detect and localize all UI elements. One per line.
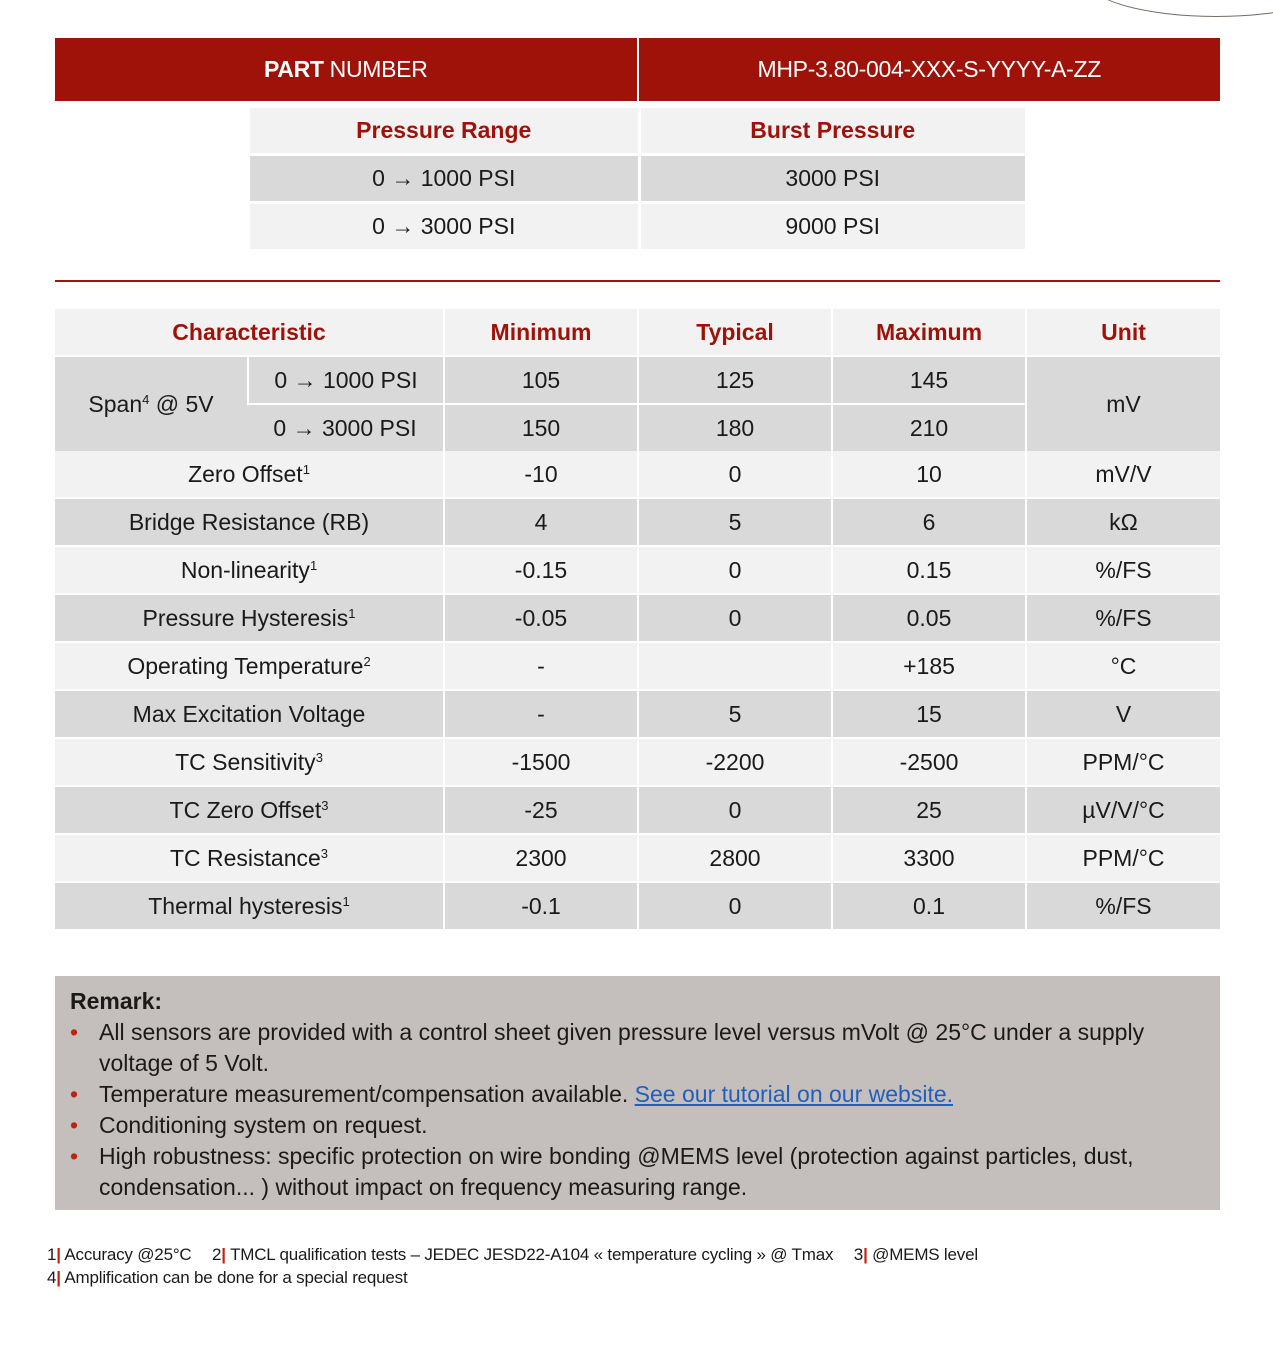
bullet-icon: •	[70, 1019, 79, 1045]
part-number-label	[55, 38, 637, 101]
footnote-separator: |	[863, 1245, 868, 1264]
min-value: -25	[443, 785, 637, 833]
typ-value: 0	[637, 881, 831, 929]
table-row	[55, 785, 1220, 833]
footnote-ref: 1	[302, 461, 310, 477]
max-value: 210	[831, 403, 1025, 451]
unit-value: PPM/°C	[1025, 833, 1220, 881]
table-row	[55, 833, 1220, 881]
pressure-range-cell: 0 → 3000 PSI	[250, 201, 638, 249]
tutorial-link[interactable]: See our tutorial on our website.	[634, 1081, 954, 1107]
decorative-arc	[1085, 0, 1273, 17]
span-name: Span	[88, 390, 143, 417]
footnote-text: @MEMS level	[872, 1245, 978, 1264]
characteristic-label: TC Zero Offset	[169, 796, 322, 823]
footnote-number: 1	[47, 1245, 57, 1264]
characteristic-name	[55, 497, 443, 545]
max-value: 25	[831, 785, 1025, 833]
min-value: -	[443, 689, 637, 737]
typical-header: Typical	[637, 309, 831, 355]
characteristic-label: TC Sensitivity	[175, 748, 316, 775]
pressure-range-cell: 0 → 1000 PSI	[250, 153, 638, 201]
list-item	[70, 1110, 1205, 1141]
max-value: 0.15	[831, 545, 1025, 593]
typ-value: 0	[637, 785, 831, 833]
table-row	[250, 201, 1025, 249]
min-value: -1500	[443, 737, 637, 785]
span-range: 0 → 1000 PSI	[247, 355, 443, 403]
part-number-value: MHP-3.80-004-XXX-S-YYYY-A-ZZ	[637, 38, 1221, 101]
maximum-header: Maximum	[831, 309, 1025, 355]
table-row	[55, 641, 1220, 689]
min-value: -0.05	[443, 593, 637, 641]
footnote-ref: 1	[342, 893, 350, 909]
list-item	[70, 1017, 1205, 1079]
characteristic-label: Max Excitation Voltage	[132, 700, 366, 727]
characteristic-name	[55, 451, 443, 497]
characteristic-label: Zero Offset	[188, 460, 303, 487]
span-suffix: @ 5V	[149, 390, 214, 417]
remark-title: Remark:	[70, 988, 163, 1014]
remark-text: All sensors are provided with a control sheet given pressure level versus mVolt @ 25°C under a supply voltage of 5 Volt.	[99, 1019, 1145, 1076]
min-value: -10	[443, 451, 637, 497]
footnote-4	[47, 1268, 408, 1287]
characteristic-name	[55, 785, 443, 833]
list-item	[70, 1079, 1205, 1110]
footnote-ref: 3	[320, 845, 329, 861]
typ-value: 0	[637, 545, 831, 593]
footnote-number: 2	[212, 1245, 222, 1264]
footnote-number: 4	[47, 1268, 57, 1287]
typ-value: 125	[637, 355, 831, 403]
burst-pressure-header: Burst Pressure	[638, 108, 1026, 153]
bullet-icon: •	[70, 1143, 79, 1169]
characteristic-label: Operating Temperature	[127, 652, 364, 679]
span-label	[55, 355, 247, 451]
max-value: +185	[831, 641, 1025, 689]
pressure-range-header: Pressure Range	[250, 108, 638, 153]
min-value: 4	[443, 497, 637, 545]
characteristic-label: Pressure Hysteresis	[142, 604, 349, 631]
unit-value: V	[1025, 689, 1220, 737]
max-value: 15	[831, 689, 1025, 737]
footnote-line-1	[47, 1243, 994, 1266]
table-row	[55, 497, 1220, 545]
footnote-2	[212, 1245, 833, 1264]
max-value: 0.05	[831, 593, 1025, 641]
footnote-ref: 3	[315, 749, 323, 765]
typ-value: 0	[637, 593, 831, 641]
footnote-number: 3	[853, 1245, 864, 1264]
characteristics-body	[55, 451, 1220, 929]
footnote-ref: 3	[321, 797, 329, 813]
typ-value: 5	[637, 497, 831, 545]
typ-value: 2800	[637, 833, 831, 881]
section-divider	[55, 280, 1220, 282]
footnote-text: Accuracy @25°C	[64, 1245, 192, 1264]
typ-value: 5	[637, 689, 831, 737]
pressure-table	[250, 108, 1025, 249]
footnote-3	[854, 1245, 978, 1264]
span-range: 0 → 3000 PSI	[247, 403, 443, 451]
typ-value: -2200	[637, 737, 831, 785]
list-item	[70, 1141, 1205, 1203]
remark-text: High robustness: specific protection on wire bonding @MEMS level (protection against particles, dust, condensation... ) without impact on frequency measuring range.	[99, 1143, 1134, 1200]
unit-value: mV/V	[1025, 451, 1220, 497]
remark-text: Conditioning system on request.	[99, 1112, 428, 1138]
characteristic-label: Bridge Resistance (RB)	[128, 508, 370, 535]
characteristic-name	[55, 833, 443, 881]
characteristic-name	[55, 737, 443, 785]
footnote-ref: 1	[309, 557, 318, 573]
footnote-ref: 1	[348, 605, 356, 621]
remark-text: Temperature measurement/compensation available.	[99, 1081, 635, 1107]
max-value: 3300	[831, 833, 1025, 881]
footnote-separator: |	[56, 1245, 61, 1264]
table-row	[55, 593, 1220, 641]
pressure-table-header	[250, 108, 1025, 153]
part-number-header	[55, 38, 1220, 101]
unit-value: mV	[1025, 355, 1220, 451]
max-value: 145	[831, 355, 1025, 403]
max-value: 0.1	[831, 881, 1025, 929]
remark-box	[55, 976, 1220, 1210]
bullet-icon: •	[70, 1081, 79, 1107]
characteristic-name	[55, 881, 443, 929]
table-row	[55, 689, 1220, 737]
table-row	[55, 737, 1220, 785]
min-value: -	[443, 641, 637, 689]
min-value: -0.15	[443, 545, 637, 593]
characteristic-label: Non-linearity	[180, 556, 310, 583]
table-row	[250, 153, 1025, 201]
footnotes	[47, 1243, 994, 1289]
characteristics-table	[55, 309, 1220, 929]
typ-value	[637, 641, 831, 689]
max-value: 6	[831, 497, 1025, 545]
footnote-ref: 4	[142, 391, 150, 407]
characteristic-header: Characteristic	[55, 309, 443, 355]
characteristic-label: Thermal hysteresis	[148, 892, 343, 919]
footnote-1	[47, 1245, 192, 1264]
burst-pressure-cell: 3000 PSI	[638, 153, 1026, 201]
footnote-ref: 2	[363, 653, 371, 669]
footnote-separator: |	[221, 1245, 226, 1264]
characteristics-header	[55, 309, 1220, 355]
footnote-text: Amplification can be done for a special request	[64, 1268, 408, 1287]
table-row	[55, 355, 1220, 403]
max-value: 10	[831, 451, 1025, 497]
part-number-label-rest: NUMBER	[329, 56, 428, 82]
remark-list	[70, 1017, 1205, 1203]
table-row	[55, 545, 1220, 593]
min-value: 105	[443, 355, 637, 403]
min-value: -0.1	[443, 881, 637, 929]
characteristic-name	[55, 593, 443, 641]
unit-value: %/FS	[1025, 545, 1220, 593]
unit-value: PPM/°C	[1025, 737, 1220, 785]
characteristic-name	[55, 689, 443, 737]
characteristic-label: TC Resistance	[169, 844, 321, 871]
typ-value: 180	[637, 403, 831, 451]
bullet-icon: •	[70, 1112, 79, 1138]
table-row	[55, 881, 1220, 929]
typ-value: 0	[637, 451, 831, 497]
min-value: 2300	[443, 833, 637, 881]
min-value: 150	[443, 403, 637, 451]
minimum-header: Minimum	[443, 309, 637, 355]
unit-header: Unit	[1025, 309, 1220, 355]
characteristic-name	[55, 641, 443, 689]
burst-pressure-cell: 9000 PSI	[638, 201, 1026, 249]
part-number-label-bold: PART	[263, 56, 324, 82]
max-value: -2500	[831, 737, 1025, 785]
footnote-line-2	[47, 1266, 994, 1289]
footnote-separator: |	[56, 1268, 61, 1287]
table-row	[55, 451, 1220, 497]
unit-value: kΩ	[1025, 497, 1220, 545]
characteristic-name	[55, 545, 443, 593]
unit-value: %/FS	[1025, 881, 1220, 929]
footnote-text: TMCL qualification tests – JEDEC JESD22-A104 « temperature cycling » @ Tmax	[230, 1245, 834, 1264]
unit-value: µV/V/°C	[1025, 785, 1220, 833]
unit-value: %/FS	[1025, 593, 1220, 641]
unit-value: °C	[1025, 641, 1220, 689]
